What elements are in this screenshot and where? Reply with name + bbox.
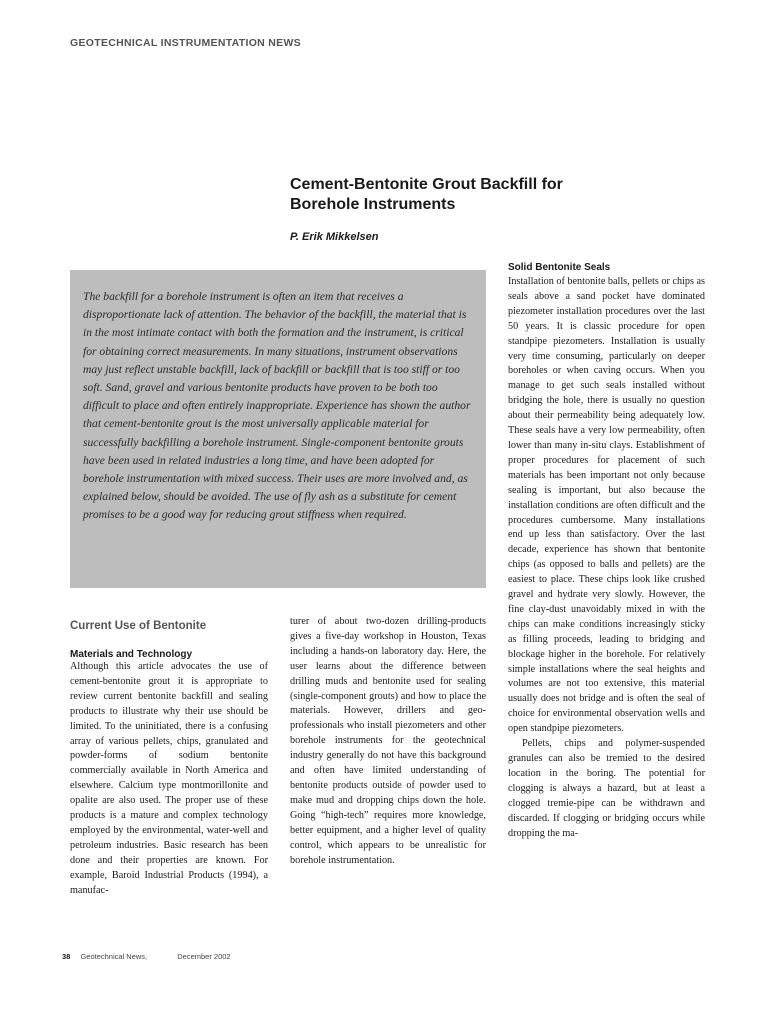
title-line-2: Borehole Instruments (290, 196, 456, 213)
abstract-box (70, 270, 486, 588)
section-heading: Current Use of Bentonite (70, 620, 207, 632)
running-head: GEOTECHNICAL INSTRUMENTATION NEWS (70, 37, 301, 49)
page-number: 38 (62, 952, 71, 961)
publication-name: Geotechnical News, (80, 952, 148, 961)
author-byline: P. Erik Mikkelsen (290, 231, 379, 243)
abstract-text: The backfill for a borehole instrument is often an item that receives a disproportionate lack of attention. The behavior of the backfill, the material that is in the most intimate contact with both the formation and the instrument, is critical for obtaining correct measurements. In many situations, instrument observations may just reflect unstable backfill, lack of backfill or backfill that is too stiff or too soft. Sand, gravel and various bentonite products have proven to be both too difficult to place and often entirely inappropriate. Experience has shown the author that cement-bentonite grout is the most universally applicable material for successfully backfilling a borehole instrument. Single-component bentonite grouts have been used in related industries a long time, and have been adopted for borehole instrumentation with mixed success. Their uses are more involved and, as explained below, should be avoided. The use of fly ash as a substitute for cement promises to be a good way for reducing grout stiffness when required. (83, 290, 471, 522)
left-column-paragraph: Although this article advocates the use of cement-bentonite grout it is appropriate to review current bentonite backfill and sealing products to illustrate why their use should be limited. To the uninitiated, there is a confusing array of various pellets, chips, granulated and powder-forms of sodium bentonite commercially available in North America and elsewhere. Calcium type montmorillonite and opalite are also used. The proper use of these products is a mature and complex technology employed by the environmental, water-well and petroleum industries. Basic research has been done and their properties are known. For example, Baroid Industrial Products (1994), a manufac- (70, 661, 268, 896)
title-line-1: Cement-Bentonite Grout Backfill for (290, 176, 563, 193)
subheading-materials: Materials and Technology (70, 649, 193, 660)
middle-column (290, 615, 486, 868)
issue-date: December 2002 (177, 952, 231, 961)
right-column-paragraph-1: Installation of bentonite balls, pellets or chips as seals above a sand pocket have dominated piezometer installation procedures over the last 50 years. It is classic procedure for open standpipe piezometers. Installation is usually very time consuming, particularly on deeper boreholes or when caving occurs. When you manage to get such seals installed without bridging the hole, there is usually no question about their permeability being adequately low. These seals have a very low permeability, often lower than many in-situ clays. Establishment of proper procedures for placement of such materials has been important not only because sealing is important, but also because the installation conditions are often difficult and the procedures cumbersome. Many installations end up less than satisfactory. Over the last decade, experience has shown that bentonite chips (as opposed to balls and pellets) are the easiest to place. These chips look like crushed gravel and hydrate very slowly. However, the fine clay-dust unavoidably mixed in with the chips can make conditions increasingly sticky as filling proceeds, leading to bridging and blockage higher in the borehole. For relatively simple installations where the seal heights and volumes are not too extensive, this material usually does not bridge and is often the seal of choice for environmental observation wells and open standpipe piezometers. (508, 276, 705, 735)
article-title (290, 175, 710, 215)
subheading-solid-bentonite-seals: Solid Bentonite Seals (508, 262, 611, 273)
left-column (70, 660, 268, 899)
page-footer (62, 952, 231, 961)
right-column (508, 261, 705, 841)
middle-column-paragraph: turer of about two-dozen drilling-products gives a five-day workshop in Houston, Texas including a hands-on laboratory day. Here, the user learns about the difference between drilling muds and bentonite used for sealing (single-component grouts) and how to place the materials. However, drillers and geo-professionals who install piezometers and other borehole instruments for the geotechnical industry generally do not have this background and often have limited understanding of bentonite products outside of powder used to make mud and dropping chips down the hole. Going “high-tech” requires more knowledge, better equipment, and a higher level of quality control, which appears to be unrealistic for borehole instrumentation. (290, 616, 486, 866)
right-column-paragraph-2: Pellets, chips and polymer-suspended granules can also be tremied to the desired location in the boring. The potential for clogging is always a hazard, but at least a clogged tremie-pipe can be withdrawn and discarded. If clogging or bridging occurs while dropping the ma- (508, 738, 705, 839)
